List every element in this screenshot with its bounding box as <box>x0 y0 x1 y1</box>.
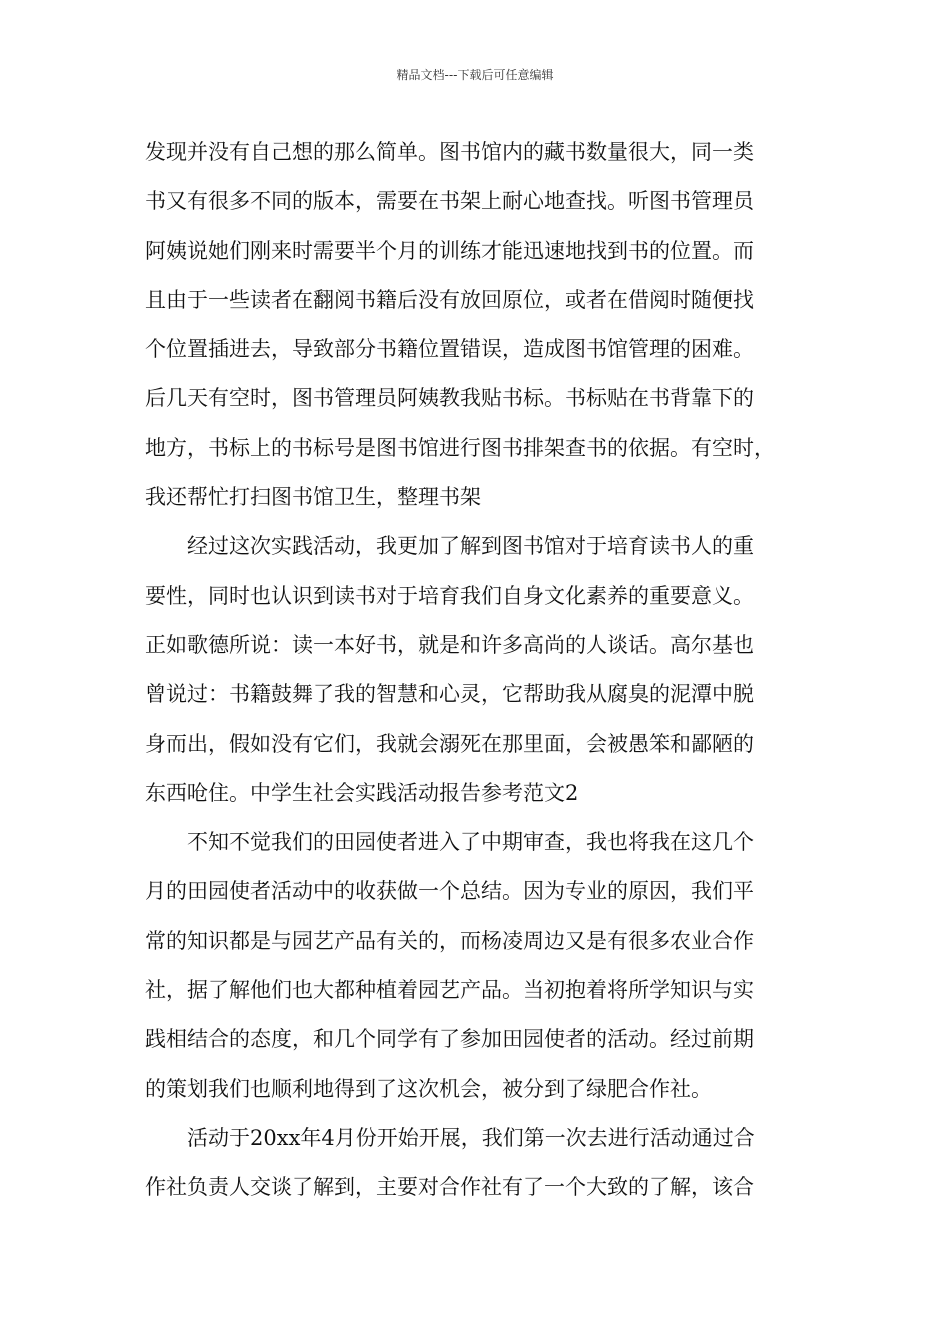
document-body <box>145 128 827 1213</box>
text-line: 且由于一些读者在翻阅书籍后没有放回原位，或者在借阅时随便找 <box>145 287 754 312</box>
text-line: 月的田园使者活动中的收获做一个总结。因为专业的原因，我们平 <box>145 879 754 904</box>
text-line: 践相结合的态度，和几个同学有了参加田园使者的活动。经过前期 <box>145 1027 754 1052</box>
text-line: 正如歌德所说：读一本好书，就是和许多高尚的人谈话。高尔基也 <box>145 632 754 657</box>
text-line: 要性，同时也认识到读书对于培育我们自身文化素养的重要意义。 <box>145 583 754 608</box>
text-line: 的策划我们也顺利地得到了这次机会，被分到了绿肥合作社。 <box>145 1076 712 1101</box>
text-line: 东西呛住。中学生社会实践活动报告参考范文2 <box>145 780 579 805</box>
text-line: 阿姨说她们刚来时需要半个月的训练才能迅速地找到书的位置。而 <box>145 238 754 263</box>
text-line: 后几天有空时，图书管理员阿姨教我贴书标。书标贴在书背靠下的 <box>145 386 754 411</box>
text-line: 发现并没有自己想的那么简单。图书馆内的藏书数量很大，同一类 <box>145 140 754 164</box>
text-line: 活动于20xx年4月份开始开展，我们第一次去进行活动通过合 <box>187 1125 755 1150</box>
text-line: 曾说过：书籍鼓舞了我的智慧和心灵，它帮助我从腐臭的泥潭中脱 <box>145 682 754 707</box>
text-line: 经过这次实践活动，我更加了解到图书馆对于培育读书人的重 <box>187 534 754 559</box>
page-header: 精品文档---下载后可任意编辑 <box>396 68 554 82</box>
text-line: 身而出，假如没有它们，我就会溺死在那里面，会被愚笨和鄙陋的 <box>145 731 754 756</box>
text-line: 常的知识都是与园艺产品有关的，而杨凌周边又是有很多农业合作 <box>145 928 754 953</box>
text-line: 地方，书标上的书标号是图书馆进行图书排架查书的依据。有空时， <box>145 435 775 460</box>
text-line: 书又有很多不同的版本，需要在书架上耐心地查找。听图书管理员 <box>145 189 754 214</box>
text-line: 个位置插进去，导致部分书籍位置错误，造成图书馆管理的困难。 <box>145 337 754 362</box>
text-line: 作社负责人交谈了解到，主要对合作社有了一个大致的了解，该合 <box>145 1175 754 1200</box>
text-line: 不知不觉我们的田园使者进入了中期审查，我也将我在这几个 <box>187 830 754 855</box>
text-line: 我还帮忙打扫图书馆卫生，整理书架 <box>145 485 481 510</box>
text-line: 社，据了解他们也大都种植着园艺产品。当初抱着将所学知识与实 <box>145 978 754 1003</box>
